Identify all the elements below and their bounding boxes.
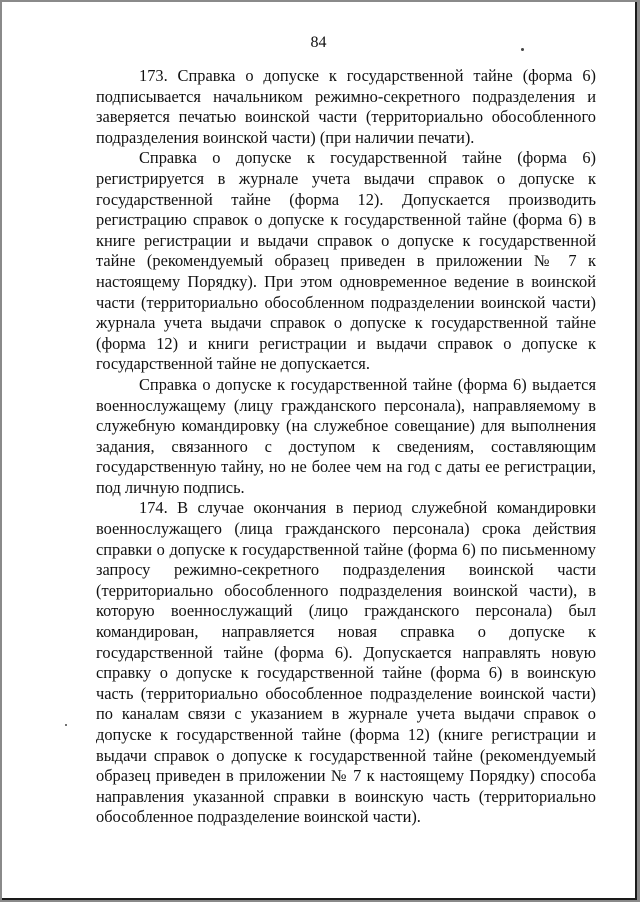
document-body [96, 66, 596, 828]
paragraph-174-renewal: 174. В случае окончания в период служебной командировки военнослужащего (лица гражданского персонала) срока действия справки о допуске к государственной тайне (форма 6) по письменному запросу режимно-секретного подразделения воинской части (территориально обособленного подразделения воинской части), в которую военнослужащий (лицо гражданского персонала) был командирован, направляется новая справка о допуске к государственной тайне (форма 6). Допускается направлять новую справку о допуске к государственной тайне (форма 6) в воинскую часть (территориально обособленное подразделение воинской части) по каналам связи с указанием в журнале учета выдачи справок о допуске к государственной тайне (форма 12) (книге регистрации и выдачи справок о допуске к государственной тайне (рекомендуемый образец приведен в приложении № 7 к настоящему Порядку) способа направления указанной справки в воинскую часть (территориально обособленное подразделение воинской части). [96, 498, 596, 827]
paragraph-issuance: Справка о допуске к государственной тайне (форма 6) выдается военнослужащему (лицу гражданского персонала), направляемому в служебную командировку (на служебное совещание) для выполнения задания, связанного с доступом к сведениям, составляющим государственную тайну, но не более чем на год с даты ее регистрации, под личную подпись. [96, 374, 596, 497]
paragraph-173-signing: 173. Справка о допуске к государственной тайне (форма 6) подписывается начальником режимно-секретного подразделения и заверяется печатью воинской части (территориально обособленного подразделения воинской части) (при наличии печати). [96, 66, 596, 147]
document-page [2, 2, 637, 900]
scan-speck [521, 48, 524, 51]
page-number: 84 [310, 34, 327, 51]
scan-speck [65, 724, 67, 726]
paragraph-registration: Справка о допуске к государственной тайне (форма 6) регистрируется в журнале учета выдачи справок о допуске к государственной тайне (форма 12). Допускается производить регистрацию справок о допуске к государственной тайне (форма 6) в книге регистрации и выдачи справок о допуске к государственной тайне (рекомендуемый образец приведен в приложении № 7 к настоящему Порядку). При этом одновременное ведение в воинской части (территориально обособленном подразделении воинской части) журнала учета выдачи справок о допуске к государственной тайне (форма 12) и книги регистрации и выдачи справок о допуске к государственной тайне не допускается. [96, 148, 596, 374]
